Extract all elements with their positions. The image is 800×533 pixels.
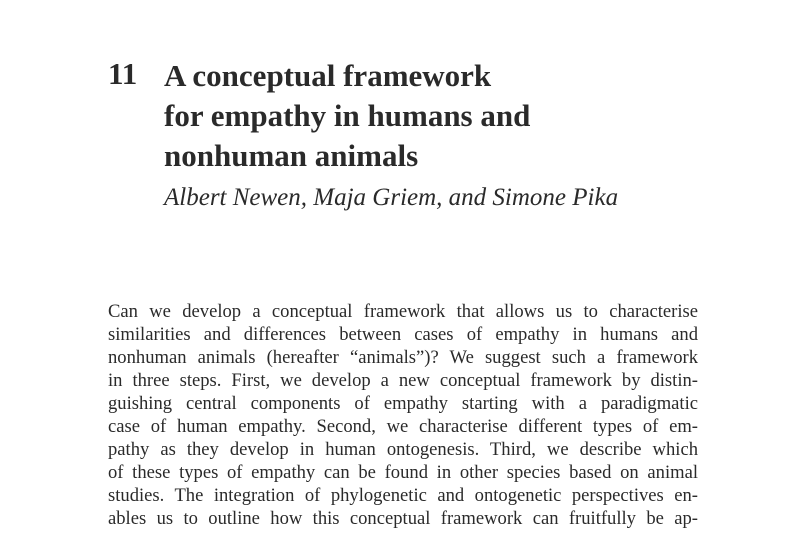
paragraph-line: guishing central components of empathy starting with a paradigmatic xyxy=(108,393,698,414)
paragraph-line: pathy as they develop in human ontogenesis. Third, we describe which xyxy=(108,439,698,460)
paragraph-line: in three steps. First, we develop a new conceptual framework by distin- xyxy=(108,370,698,391)
paragraph-line: Can we develop a conceptual framework that allows us to characterise xyxy=(108,301,698,322)
body-paragraph xyxy=(108,300,698,530)
paragraph-line: studies. The integration of phylogenetic and ontogenetic perspectives en- xyxy=(108,485,698,506)
chapter-authors: Albert Newen, Maja Griem, and Simone Pika xyxy=(164,184,619,211)
chapter-title-line: nonhuman animals xyxy=(164,138,419,173)
paragraph-line: similarities and differences between cases of empathy in humans and xyxy=(108,324,698,345)
paragraph-line: of these types of empathy can be found in other species based on animal xyxy=(108,462,698,483)
paragraph-line: case of human empathy. Second, we characterise different types of em- xyxy=(108,416,698,437)
paragraph-line: nonhuman animals (hereafter “animals”)? We suggest such a framework xyxy=(108,347,698,368)
paragraph-line: ables us to outline how this conceptual framework can fruitfully be ap- xyxy=(108,508,698,529)
chapter-title-line: A conceptual framework xyxy=(164,58,492,93)
chapter-title-line: for empathy in humans and xyxy=(164,98,531,133)
chapter-title xyxy=(164,56,704,176)
chapter-number: 11 xyxy=(108,56,138,91)
